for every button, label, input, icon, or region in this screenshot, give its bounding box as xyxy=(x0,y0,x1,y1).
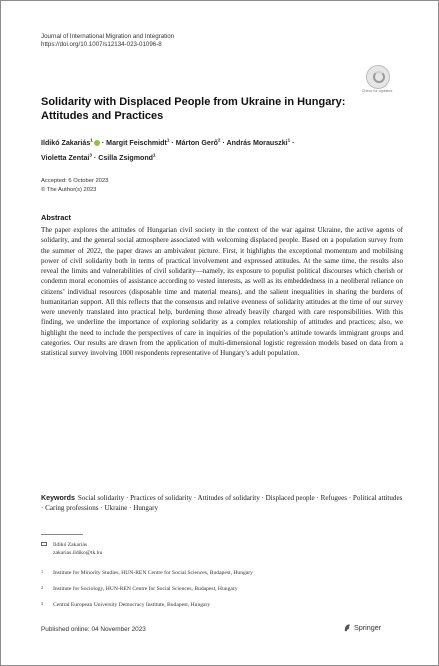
affiliation-number: 3 xyxy=(41,601,44,606)
affiliation-item xyxy=(41,601,403,617)
accepted-date: Accepted: 6 October 2023 xyxy=(41,178,109,184)
affiliation-text: Institute for Minority Studies, HUN-REN Centre for Social Sciences, Budapest, Hungary xyxy=(53,570,253,576)
keywords-label: Keywords xyxy=(41,494,75,502)
abstract-text: The paper explores the attitudes of Hungarian civil society in the context of the war against Ukraine, the active agents of solidarity, and the general social atmosphere associated with welcoming displaced people. Based on a population survey from the summer of 2022, the paper draws an ambivalent picture. First, it highlights the exceptional momentum and mobilising power of civil solidarity both in terms of practical involvement and expressed attitudes. At the same time, the results also reveal the limits and vulnerabilities of civil solidarity—namely, its exposure to populist political discourses which cherish or condemn moral economies of assistance according to vested interests, as well as its embeddedness in a neoliberal reliance on citizens’ individual resources (disposable time and material means), and the salient inequalities in sharing the burdens of humanitarian support. All this reflects that the consensus and relative evenness of solidarity attitudes at the time of our survey were unevenly translated into practical help, burdening those already heavily charged with care responsibilities. With this finding, we underline the importance of exploring solidarity as a complex relationship of attitudes and practices; also, we highlight the need to include the perspectives of care in inquiries of the population’s attitude towards immigrant groups and categories. Our results are drawn from the application of multi-dimensional logistic regression models based on data from a statistical survey involving 1000 respondents representative of Hungary’s adult population. xyxy=(41,226,403,357)
author-separator: · xyxy=(290,139,295,148)
author-entry xyxy=(176,139,227,147)
check-for-updates-label: Check for updates xyxy=(361,89,393,93)
author-name[interactable]: Csilla Zsigmond xyxy=(98,154,154,163)
author-list xyxy=(41,135,386,165)
author-affiliation-sup: 1 xyxy=(166,138,170,143)
publisher-logo xyxy=(343,623,381,632)
author-affiliation-sup: 2 xyxy=(217,138,221,143)
affiliation-item xyxy=(41,585,403,601)
footnote-divider xyxy=(41,534,83,535)
author-name[interactable]: András Morauszki xyxy=(226,139,288,148)
author-affiliation-sup: 3 xyxy=(89,152,92,158)
journal-header xyxy=(41,33,174,49)
author-affiliation-sup: 1 xyxy=(90,138,93,143)
published-date: Published online: 04 November 2023 xyxy=(41,626,146,633)
keywords-section xyxy=(41,493,403,514)
article-dates xyxy=(41,177,108,195)
corresponding-author-name: Ildikó Zakariás xyxy=(53,542,88,548)
author-separator: · xyxy=(169,139,176,148)
author-separator: · xyxy=(220,139,227,148)
author-entry xyxy=(106,139,176,147)
author-affiliation-sup: 1 xyxy=(287,138,291,143)
author-separator: · xyxy=(99,139,107,148)
author-name[interactable]: Violetta Zentai xyxy=(41,154,90,163)
abstract-heading: Abstract xyxy=(41,213,71,222)
author-entry xyxy=(41,154,98,162)
corresponding-author-email[interactable]: zakarias.ildiko@tk.hu xyxy=(53,550,103,556)
journal-name: Journal of International Migration and Integration xyxy=(41,33,175,40)
affiliation-text: Central European University Democracy Institute, Budapest, Hungary xyxy=(53,602,211,608)
envelope-icon xyxy=(41,542,47,546)
author-separator: · xyxy=(91,154,99,163)
author-name[interactable]: Margit Feischmidt xyxy=(106,139,167,148)
affiliation-item xyxy=(41,569,403,585)
author-entry xyxy=(41,139,106,147)
springer-horse-icon xyxy=(343,623,352,632)
author-entry xyxy=(227,139,295,147)
journal-doi[interactable]: https://doi.org/10.1007/s12134-023-01096-8 xyxy=(41,41,162,48)
crossmark-icon[interactable] xyxy=(366,65,390,89)
affiliation-number: 2 xyxy=(41,585,44,590)
author-entry xyxy=(98,154,155,162)
author-name[interactable]: Márton Gerő xyxy=(175,139,218,148)
affiliation-list xyxy=(41,569,403,617)
publisher-name: Springer xyxy=(354,623,382,632)
author-name[interactable]: Ildikó Zakariás xyxy=(41,139,91,148)
author-affiliation-sup: 1 xyxy=(153,152,156,158)
affiliation-text: Institute for Sociology, HUN-REN Centre for Social Sciences, Budapest, Hungary xyxy=(53,586,238,592)
affiliation-number: 1 xyxy=(41,569,44,574)
keywords-text: Social solidarity · Practices of solidarity · Attitudes of solidarity · Displaced people · Refugees · Political attitudes · Caring professions · Ukraine · Hungary xyxy=(41,494,403,513)
copyright-line: © The Author(s) 2023 xyxy=(41,187,97,193)
paper-title: Solidarity with Displaced People from Ukraine in Hungary: Attitudes and Practices xyxy=(41,96,346,122)
